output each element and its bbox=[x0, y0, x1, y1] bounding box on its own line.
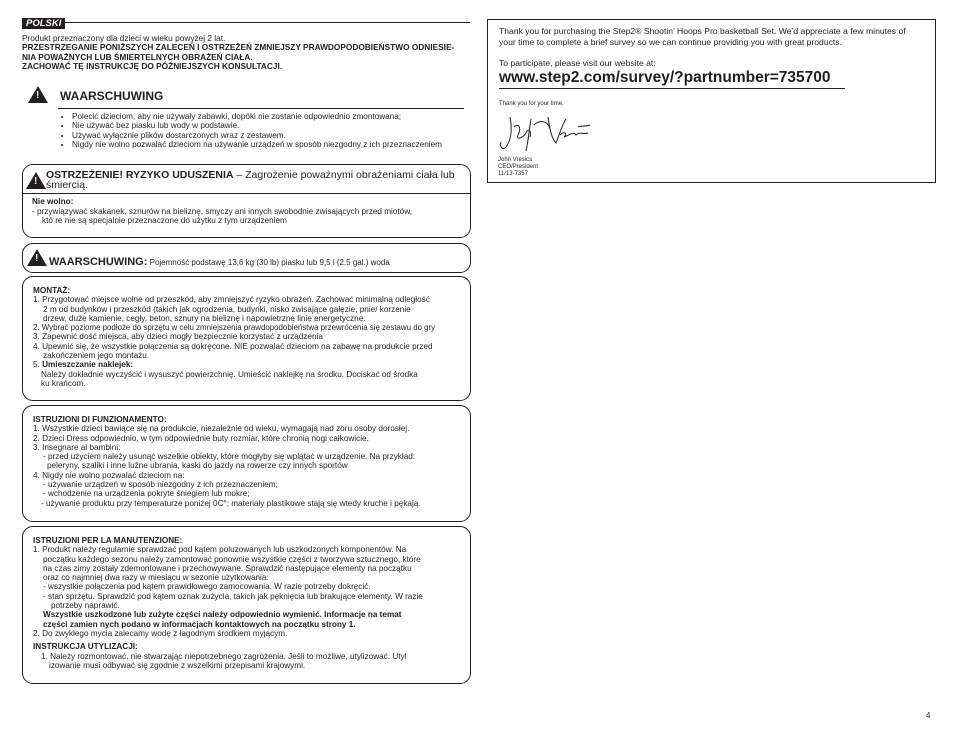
intro-bold-3: ZACHOWAĆ TĘ INSTRUKCJĘ DO PÓŹNIEJSZYCH KONSULTACJI. bbox=[22, 61, 283, 72]
operation-line: 3. Insegnare ai bambini: bbox=[33, 442, 121, 452]
sticker-line: ku krańcom. bbox=[41, 378, 86, 388]
sticker-heading: Umieszczanie naklejek: bbox=[42, 360, 134, 370]
warning-section bbox=[22, 82, 470, 162]
capacity-warning-box bbox=[22, 243, 471, 273]
disposal-line: izowanie musi odbywać się zgodnie z wszelkimi przepisami krajowymi. bbox=[49, 660, 306, 670]
intro-bold-2: NIA POWAŻNYCH LUB ŚMIERTELNYCH OBRAŻEŃ CIAŁA. bbox=[22, 51, 253, 62]
maintenance-line: - stan sprzętu. Sprawdzić pod kątem oznak zużycia, takich jak pęknięcia lub brakujące elementy. W razie bbox=[43, 591, 423, 601]
signature-image bbox=[498, 113, 594, 153]
operation-line: - wchodzenie na urządzenia pokryte śniegiem lub mokre; bbox=[43, 489, 250, 499]
maintenance-line: potrzeby naprawić. bbox=[51, 601, 120, 611]
thank-you-time: Thank you for your time, bbox=[499, 101, 564, 107]
disposal-heading: INSTRUKCJA UTYLIZACJI: bbox=[33, 642, 138, 652]
signer-name: John Vresics bbox=[498, 157, 533, 163]
warning-item: • Używać wyłącznie plików dostarczonych wraz z zestawem. bbox=[72, 131, 484, 140]
survey-participate: To participate, please visit our website at: bbox=[499, 58, 656, 68]
maintenance-bold-line: Wszystkie uszkodzone lub zużyte części należy odpowiednio wymienić. Informacje na temat bbox=[43, 610, 402, 620]
survey-box bbox=[487, 19, 936, 183]
assembly-heading: MONTAŻ: bbox=[33, 286, 71, 295]
warning-list bbox=[58, 112, 484, 149]
operation-line: 1. Wszystkie dzieci bawiące się na produkcie, niezależnie od wieku, wymagają nad zoru osoby dorosłej. bbox=[33, 424, 410, 434]
assembly-line: zakończeniem jego montażu. bbox=[43, 351, 150, 361]
survey-thanks: Thank you for purchasing the Step2® Shootin’ Hoops Pro basketball Set. We’d appreciate a few minutes of your time to complete a brief survey so we can continue providing you with great products. bbox=[499, 26, 906, 47]
maintenance-line: - wszystkie połączenia pod kątem prawidłowego zamocowania. W razie potrzeby dokręcić. bbox=[43, 582, 371, 592]
operation-line: 4. Nigdy nie wolno pozwalać dzieciom na: bbox=[33, 470, 185, 480]
intro-text bbox=[22, 34, 472, 72]
choking-subtitle: – Zagrożenie poważnymi obrażeniami ciała lub śmiercią. bbox=[46, 169, 455, 191]
warning-icon bbox=[27, 249, 47, 266]
signer-title: CEO/President bbox=[498, 164, 539, 170]
warning-title-rule bbox=[58, 108, 464, 109]
sticker-line: Należy dokładnie wyczyścić i wysuszyć powierzchnię. Umieścić naklejkę na środku. Dociskać od środka bbox=[41, 369, 418, 379]
operation-heading: ISTRUZIONI DI FUNZIONAMENTO: bbox=[33, 415, 167, 424]
disposal-line: 1. Należy rozmontować, nie stwarzając niepotrzebnego zagrożenia. Jeśli to możliwe, utylizować. Utyl bbox=[41, 651, 407, 661]
signature-block bbox=[498, 157, 538, 178]
warning-item: • Nigdy nie wolno pozwalać dzieciom na używanie urządzeń w sposób niezgodny z ich przeznaczeniem bbox=[72, 140, 484, 149]
operation-line: peleryny, szaliki i inne luźne ubrania, kaski do jazdy na rowerze czy innych sportów bbox=[47, 461, 348, 471]
warning-title: WAARSCHUWING bbox=[60, 89, 164, 103]
operation-line: - używanie urządzeń w sposób niezgodny z ich przeznaczeniem; bbox=[43, 480, 278, 490]
assembly-line: 2. Wybrać poziome podłoże do sprzętu w celu zmniejszenia prawdopodobieństwa przewrócenia się zestawu do gry bbox=[33, 323, 436, 333]
header-rule bbox=[22, 22, 470, 23]
choking-line-1: - przywiązywać skakanek, sznurów na bieliznę, smyczy ani innych swobodnie zwisających przed miotów, bbox=[32, 207, 412, 216]
operation-box bbox=[22, 405, 471, 522]
warning-item: • Nie używać bez piasku lub wody w podstawie. bbox=[72, 121, 484, 130]
maintenance-line: początku każdego sezonu należy zamontować ponownie wszystkie części z tworzywa sztucznego, które bbox=[43, 554, 421, 564]
sticker-number: 5. bbox=[33, 360, 43, 370]
capacity-warning-title: WAARSCHUWING: bbox=[49, 256, 148, 268]
language-tag: POLSKI bbox=[22, 18, 65, 29]
warning-icon bbox=[26, 172, 46, 189]
assembly-line: 2 m od budynków i przeszkód (takich jak ogrodzenia, budynki, nisko zwisające gałęzie, pnie/ korzenie bbox=[43, 304, 411, 314]
survey-url[interactable]: www.step2.com/survey/?partnumber=735700 bbox=[499, 69, 831, 86]
capacity-warning-text bbox=[49, 252, 390, 270]
maintenance-line: 1. Produkt należy regularnie sprawdzać pod kątem poluzowanych lub uszkodzonych komponentów. Na bbox=[33, 545, 407, 555]
maintenance-box bbox=[22, 526, 471, 684]
operation-line: 2. Dzieci Dress odpowiednio, w tym odpowiednie buty rozmiar, które chronią nogi całkowicie. bbox=[33, 433, 369, 443]
assembly-line: 1. Przygotować miejsce wolne od przeszkód, aby zmniejszyć ryzyko obrażeń. Zachować minimalną odległość bbox=[33, 295, 430, 305]
choking-title bbox=[46, 170, 466, 190]
page-number: 4 bbox=[926, 711, 931, 720]
sticker-heading-row bbox=[33, 360, 470, 369]
assembly-line: drzew, duże kamienie, cegły, beton, sznury na bieliznę i napowietrzne linie energetyczne. bbox=[43, 313, 366, 323]
maintenance-heading: ISTRUZIONI PER LA MANUTENZIONE: bbox=[33, 536, 183, 545]
assembly-box bbox=[22, 276, 471, 401]
assembly-line: 4. Upewnić się, że wszystkie połączenia są dokręcone. NIE pozwalać dzieciom na zabawę na produkcie przed bbox=[33, 341, 433, 351]
choking-section bbox=[22, 164, 471, 238]
maintenance-line: na czas zimy zostały zdemontowane i przechowywane. Sprawdzić następujące elementy na początku bbox=[43, 563, 412, 573]
warning-item: • Polecić dzieciom, aby nie używały zabawki, dopóki nie zostanie odpowiednio zmontowana; bbox=[72, 112, 484, 121]
choking-heading: Nie wolno: bbox=[32, 197, 74, 206]
maintenance-line: oraz co najmniej dwa razy w miesiącu w sezonie użytkowania: bbox=[43, 573, 269, 583]
survey-url-rule bbox=[499, 88, 845, 89]
document-code: 11/13-7357 bbox=[498, 171, 528, 177]
intro-bold-1: PRZESTRZEGANIE PONIŻSZYCH ZALECEŃ I OSTRZEŻEŃ ZMNIEJSZY PRAWDOPODOBIEŃSTWO ODNIESIE- bbox=[22, 42, 455, 53]
assembly-line: 3. Zapewnić dość miejsca, aby dzieci mogły bezpiecznie korzystać z urządzenia bbox=[33, 332, 323, 342]
choking-title-bold: OSTRZEŻENIE! RYZYKO UDUSZENIA bbox=[46, 169, 234, 181]
maintenance-line: 2. Do zwykłego mycia zalecamy wodę z łagodnym środkiem myjącym. bbox=[33, 628, 288, 638]
warning-icon bbox=[28, 86, 48, 103]
operation-line: - używanie produktu przy temperaturze poniżej 0C°; materiały plastikowe stają się wtedy kruche i pękają. bbox=[41, 498, 421, 508]
choking-line-2: któ re nie są specjalnie przeznaczone do użytku z tym urządzeniem bbox=[42, 216, 287, 225]
capacity-warning-detail: Pojemność podstawę 13,6 kg (30 lb) piasku lub 9,5 l (2.5 gal.) woda bbox=[147, 258, 390, 267]
maintenance-bold-line: części zamien nych podano w informacjach kontaktowych na początku strony 1. bbox=[43, 619, 356, 629]
intro-line: Produkt przeznaczony dla dzieci w wieku powyżej 2 lat. bbox=[22, 33, 226, 43]
operation-line: - przed użyciem należy usunąć wszelkie obiekty, które mogłyby się wplątać w urządzenie. Na przykład: bbox=[43, 452, 416, 462]
